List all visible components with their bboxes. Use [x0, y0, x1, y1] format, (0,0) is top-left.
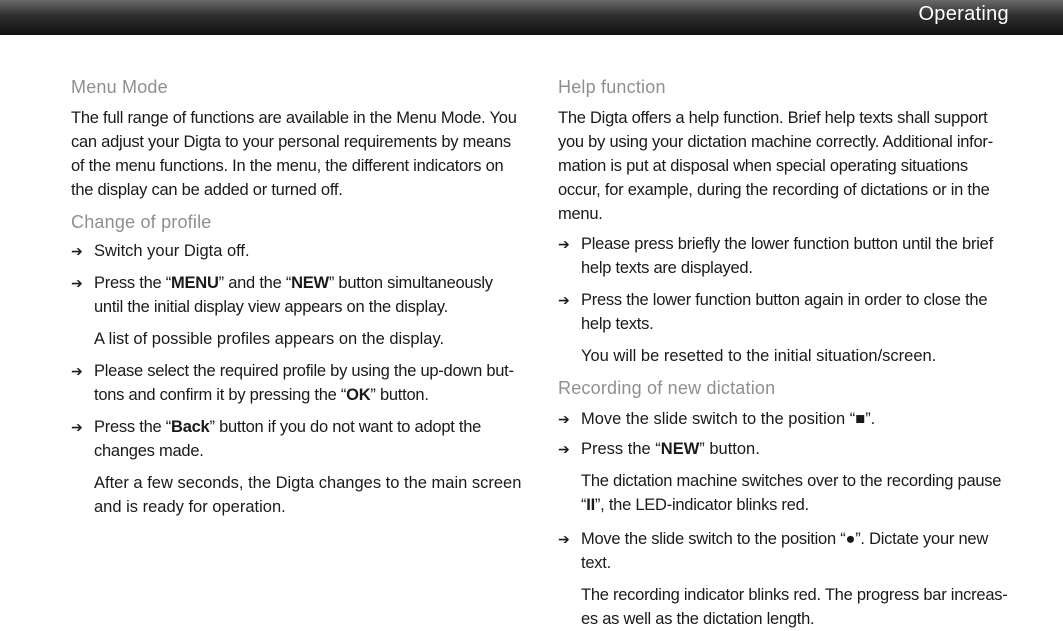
arrow-right-icon: ➔ — [71, 363, 83, 379]
profile-note-2: A list of possible profiles appears on the display. — [94, 330, 445, 348]
right-column — [558, 77, 1013, 631]
recording-step-1: ➔ Move the slide switch to the position “■”. — [558, 407, 1013, 431]
profile-note-4: After a few seconds, the Digta changes to the main screen and is ready for operation. — [94, 474, 522, 516]
recording-step-3: ➔ Move the slide switch to the position “●”. Dictate your new text. — [558, 527, 1013, 575]
recording-heading: Recording of new dictation — [558, 378, 776, 398]
section-title: Operating — [918, 3, 1009, 25]
page-header — [0, 0, 1063, 35]
arrow-right-icon: ➔ — [71, 243, 83, 259]
arrow-right-icon: ➔ — [71, 419, 83, 435]
help-step-2: ➔ Press the lower function button again in order to close the help texts. — [558, 288, 1013, 336]
help-note: You will be resetted to the initial situation/screen. — [581, 347, 937, 365]
arrow-right-icon: ➔ — [558, 531, 570, 547]
profile-step-2: ➔ Press the “MENU” and the “NEW” button simultaneously until the initial display view appears on the display. — [71, 271, 526, 319]
arrow-right-icon: ➔ — [71, 275, 83, 291]
arrow-right-icon: ➔ — [558, 441, 570, 457]
help-step-1: ➔ Please press briefly the lower function button until the brief help texts are displayed. — [558, 232, 1013, 280]
menu-mode-text: The full range of functions are available in the Menu Mode. You can adjust your Digta to your personal requirements by means of the menu functions. In the menu, the different indicators on the display can be added or turned off. — [71, 109, 517, 199]
pause-icon: II — [586, 496, 595, 514]
stop-icon: ■ — [855, 410, 866, 428]
change-profile-heading: Change of profile — [71, 212, 212, 232]
arrow-right-icon: ➔ — [558, 411, 570, 427]
profile-step-1: ➔ Switch your Digta off. — [71, 239, 526, 263]
menu-mode-heading: Menu Mode — [71, 77, 168, 97]
left-column — [71, 77, 526, 519]
help-function-heading: Help function — [558, 77, 666, 97]
recording-note-3: The recording indicator blinks red. The progress bar increases as well as the dictation length. — [581, 586, 1008, 628]
help-function-text: The Digta offers a help function. Brief help texts shall support you by using your dictation machine correctly. Additional information is put at disposal when special operating situations occur, for example, during the recording of dictations or in the menu. — [558, 109, 994, 223]
arrow-right-icon: ➔ — [558, 292, 570, 308]
profile-step-3: ➔ Please select the required profile by using the up-down buttons and confirm it by pressing the “OK” button. — [71, 359, 526, 407]
arrow-right-icon: ➔ — [558, 236, 570, 252]
profile-step-4: ➔ Press the “Back” button if you do not want to adopt the changes made. — [71, 415, 526, 463]
record-icon: ● — [845, 530, 856, 548]
recording-step-2: ➔ Press the “NEW” button. — [558, 437, 1013, 461]
recording-note-2: The dictation machine switches over to the recording pause “II”, the LED-indicator blinks red. — [581, 472, 1002, 514]
